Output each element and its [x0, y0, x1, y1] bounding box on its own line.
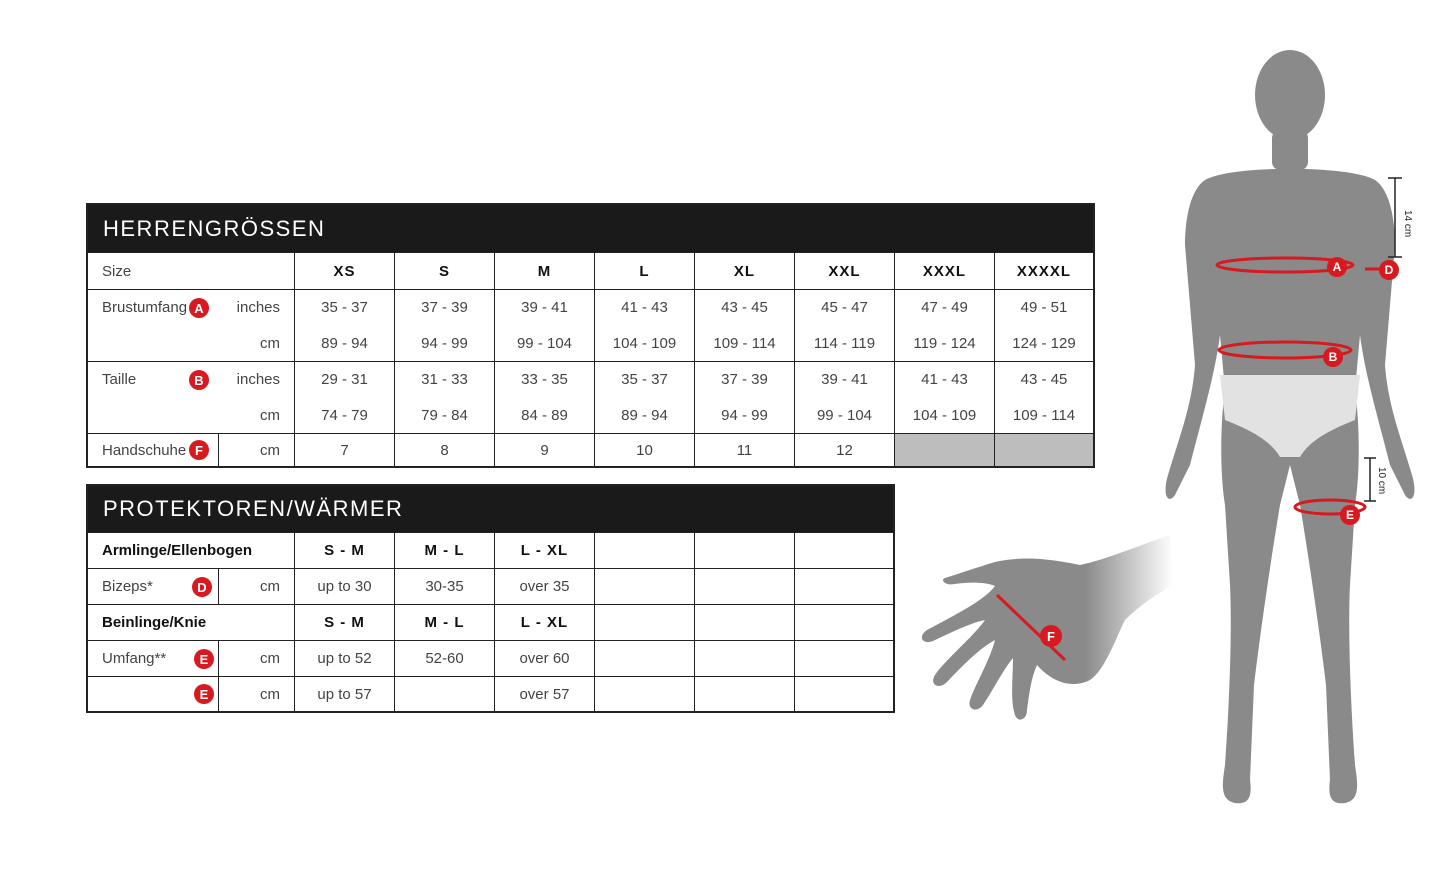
- chest-cm-xxl: 114 - 119: [813, 334, 876, 352]
- size-xs: XS: [294, 253, 394, 289]
- size-l: L: [594, 253, 694, 289]
- waist-l: [594, 362, 694, 433]
- body-badge-b-label: B: [1328, 350, 1338, 364]
- waist-xl: [694, 362, 794, 433]
- gloves-s: 8: [394, 434, 494, 466]
- leg-header-label: Beinlinge/Knie: [102, 614, 207, 631]
- hand-badge-f-label: F: [1047, 629, 1055, 644]
- waist-in-xxl: 39 - 41: [821, 371, 868, 389]
- girth-label: Umfang**: [102, 650, 167, 667]
- chest-cm-m: 99 - 104: [516, 334, 573, 352]
- gloves-xxxl-empty: [894, 434, 994, 466]
- waist-cm-s: 79 - 84: [421, 406, 468, 424]
- empty-cell: [794, 605, 893, 640]
- badge-f-icon: F: [189, 440, 209, 460]
- chest-in-xs: 35 - 37: [321, 299, 368, 317]
- body-badge-a-label: A: [1332, 260, 1342, 274]
- empty-cell: [794, 677, 893, 711]
- girth2-unit: cm: [218, 677, 294, 711]
- size-s: S: [394, 253, 494, 289]
- waist-label-cell: [88, 362, 218, 433]
- size-xxxl: XXXL: [894, 253, 994, 289]
- waist-units: [218, 362, 294, 433]
- girth-label-cell: [88, 641, 218, 676]
- empty-cell: [694, 569, 794, 604]
- gloves-row: [88, 433, 1093, 466]
- girth-row: [88, 640, 893, 676]
- biceps-ml: 30-35: [394, 569, 494, 604]
- gloves-l: 10: [594, 434, 694, 466]
- girth2-ml: [394, 677, 494, 711]
- size-xxl: XXL: [794, 253, 894, 289]
- girth2-lxl: over 57: [494, 677, 594, 711]
- empty-cell: [594, 569, 694, 604]
- badge-d-icon: D: [192, 577, 212, 597]
- chest-in-xxxl: 47 - 49: [921, 299, 968, 317]
- waist-xs: [294, 362, 394, 433]
- waist-in-xs: 29 - 31: [321, 371, 368, 389]
- biceps-label: Bizeps*: [102, 578, 153, 595]
- girth2-row: [88, 676, 893, 711]
- unit-cm: cm: [260, 406, 280, 424]
- thigh-dim-label: 10 cm: [1376, 467, 1387, 495]
- waist-in-xxxl: 41 - 43: [921, 371, 968, 389]
- men-size-table: [86, 203, 1095, 468]
- empty-cell: [694, 605, 794, 640]
- waist-row: [88, 361, 1093, 433]
- chest-label: Brustumfang: [102, 299, 188, 316]
- body-badge-e-label: E: [1345, 508, 1355, 522]
- biceps-row: [88, 568, 893, 604]
- size-header-row: [88, 252, 1093, 289]
- waist-cm-xl: 94 - 99: [721, 406, 768, 424]
- waist-cm-l: 89 - 94: [621, 406, 668, 424]
- chest-l: [594, 290, 694, 361]
- waist-in-m: 33 - 35: [521, 371, 568, 389]
- waist-cm-m: 84 - 89: [521, 406, 568, 424]
- size-xxxxl: XXXXL: [994, 253, 1093, 289]
- arm-header-label: Armlinge/Ellenbogen: [102, 542, 253, 559]
- chest-cm-l: 104 - 109: [612, 334, 677, 352]
- gloves-xxxxl-empty: [994, 434, 1093, 466]
- empty-cell: [594, 641, 694, 676]
- protectors-table: [86, 484, 895, 713]
- waist-cm-xs: 74 - 79: [321, 406, 368, 424]
- chest-cm-xs: 89 - 94: [321, 334, 368, 352]
- waist-in-xxxxl: 43 - 45: [1020, 371, 1068, 389]
- waist-xxl: [794, 362, 894, 433]
- arm-size-lxl: L - XL: [494, 533, 594, 568]
- arm-header-row: [88, 532, 893, 568]
- leg-size-sm: S - M: [294, 605, 394, 640]
- biceps-unit: cm: [218, 569, 294, 604]
- empty-cell: [594, 533, 694, 568]
- hand-illustration: [915, 520, 1175, 735]
- chest-xxxl: [894, 290, 994, 361]
- body-figure: [1150, 45, 1435, 815]
- leg-header-row: [88, 604, 893, 640]
- gloves-unit: cm: [218, 434, 294, 466]
- chest-s: [394, 290, 494, 361]
- biceps-lxl: over 35: [494, 569, 594, 604]
- gloves-m: 9: [494, 434, 594, 466]
- chest-xl: [694, 290, 794, 361]
- empty-cell: [594, 605, 694, 640]
- arm-size-sm: S - M: [294, 533, 394, 568]
- girth2-label-cell: [88, 677, 218, 711]
- gloves-xxl: 12: [794, 434, 894, 466]
- waist-m: [494, 362, 594, 433]
- protectors-table-title: PROTEKTOREN/WÄRMER: [88, 486, 893, 532]
- gloves-label: Handschuhe: [102, 441, 187, 459]
- waist-cm-xxxl: 104 - 109: [912, 406, 977, 424]
- girth2-sm: up to 57: [294, 677, 394, 711]
- chest-m: [494, 290, 594, 361]
- gloves-label-cell: [88, 434, 218, 466]
- chest-cm-xxxxl: 124 - 129: [1012, 334, 1076, 352]
- badge-e-icon: E: [194, 684, 214, 704]
- body-badge-d-label: D: [1384, 263, 1394, 277]
- chest-in-xxxxl: 49 - 51: [1020, 299, 1068, 317]
- empty-cell: [794, 533, 893, 568]
- chest-row: [88, 289, 1093, 361]
- biceps-label-cell: [88, 569, 218, 604]
- chest-in-xl: 43 - 45: [721, 299, 768, 317]
- chest-in-l: 41 - 43: [621, 299, 668, 317]
- chest-in-m: 39 - 41: [521, 299, 568, 317]
- chest-in-xxl: 45 - 47: [821, 299, 868, 317]
- waist-xxxxl: [994, 362, 1093, 433]
- empty-cell: [794, 569, 893, 604]
- badge-b-icon: B: [189, 370, 209, 390]
- waist-label: Taille: [102, 371, 137, 388]
- waist-cm-xxl: 99 - 104: [816, 406, 873, 424]
- upper-arm-dim-label: 14 cm: [1402, 210, 1413, 238]
- unit-inches: inches: [236, 371, 280, 389]
- chest-xxl: [794, 290, 894, 361]
- chest-cm-xl: 109 - 114: [713, 334, 776, 352]
- chest-xxxxl: [994, 290, 1093, 361]
- girth-lxl: over 60: [494, 641, 594, 676]
- girth-sm: up to 52: [294, 641, 394, 676]
- waist-in-l: 35 - 37: [621, 371, 668, 389]
- leg-size-lxl: L - XL: [494, 605, 594, 640]
- badge-a-icon: A: [189, 298, 209, 318]
- empty-cell: [594, 677, 694, 711]
- size-xl: XL: [694, 253, 794, 289]
- chest-cm-xxxl: 119 - 124: [913, 334, 976, 352]
- chest-xs: [294, 290, 394, 361]
- empty-cell: [794, 641, 893, 676]
- unit-inches: inches: [236, 299, 280, 317]
- empty-cell: [694, 533, 794, 568]
- girth-ml: 52-60: [394, 641, 494, 676]
- waist-xxxl: [894, 362, 994, 433]
- arm-size-ml: M - L: [394, 533, 494, 568]
- waist-in-xl: 37 - 39: [721, 371, 768, 389]
- men-table-title: HERRENGRÖSSEN: [88, 205, 1093, 252]
- empty-cell: [694, 641, 794, 676]
- waist-cm-xxxxl: 109 - 114: [1012, 406, 1076, 424]
- unit-cm: cm: [260, 334, 280, 352]
- gloves-xs: 7: [294, 434, 394, 466]
- chest-units: [218, 290, 294, 361]
- chest-label-cell: [88, 290, 218, 361]
- size-label: Size: [102, 262, 132, 280]
- badge-e-icon: E: [194, 649, 214, 669]
- size-m: M: [494, 253, 594, 289]
- gloves-xl: 11: [694, 434, 794, 466]
- waist-in-s: 31 - 33: [421, 371, 468, 389]
- leg-size-ml: M - L: [394, 605, 494, 640]
- girth-unit: cm: [218, 641, 294, 676]
- waist-s: [394, 362, 494, 433]
- empty-cell: [694, 677, 794, 711]
- chest-in-s: 37 - 39: [421, 299, 468, 317]
- chest-cm-s: 94 - 99: [421, 334, 468, 352]
- biceps-sm: up to 30: [294, 569, 394, 604]
